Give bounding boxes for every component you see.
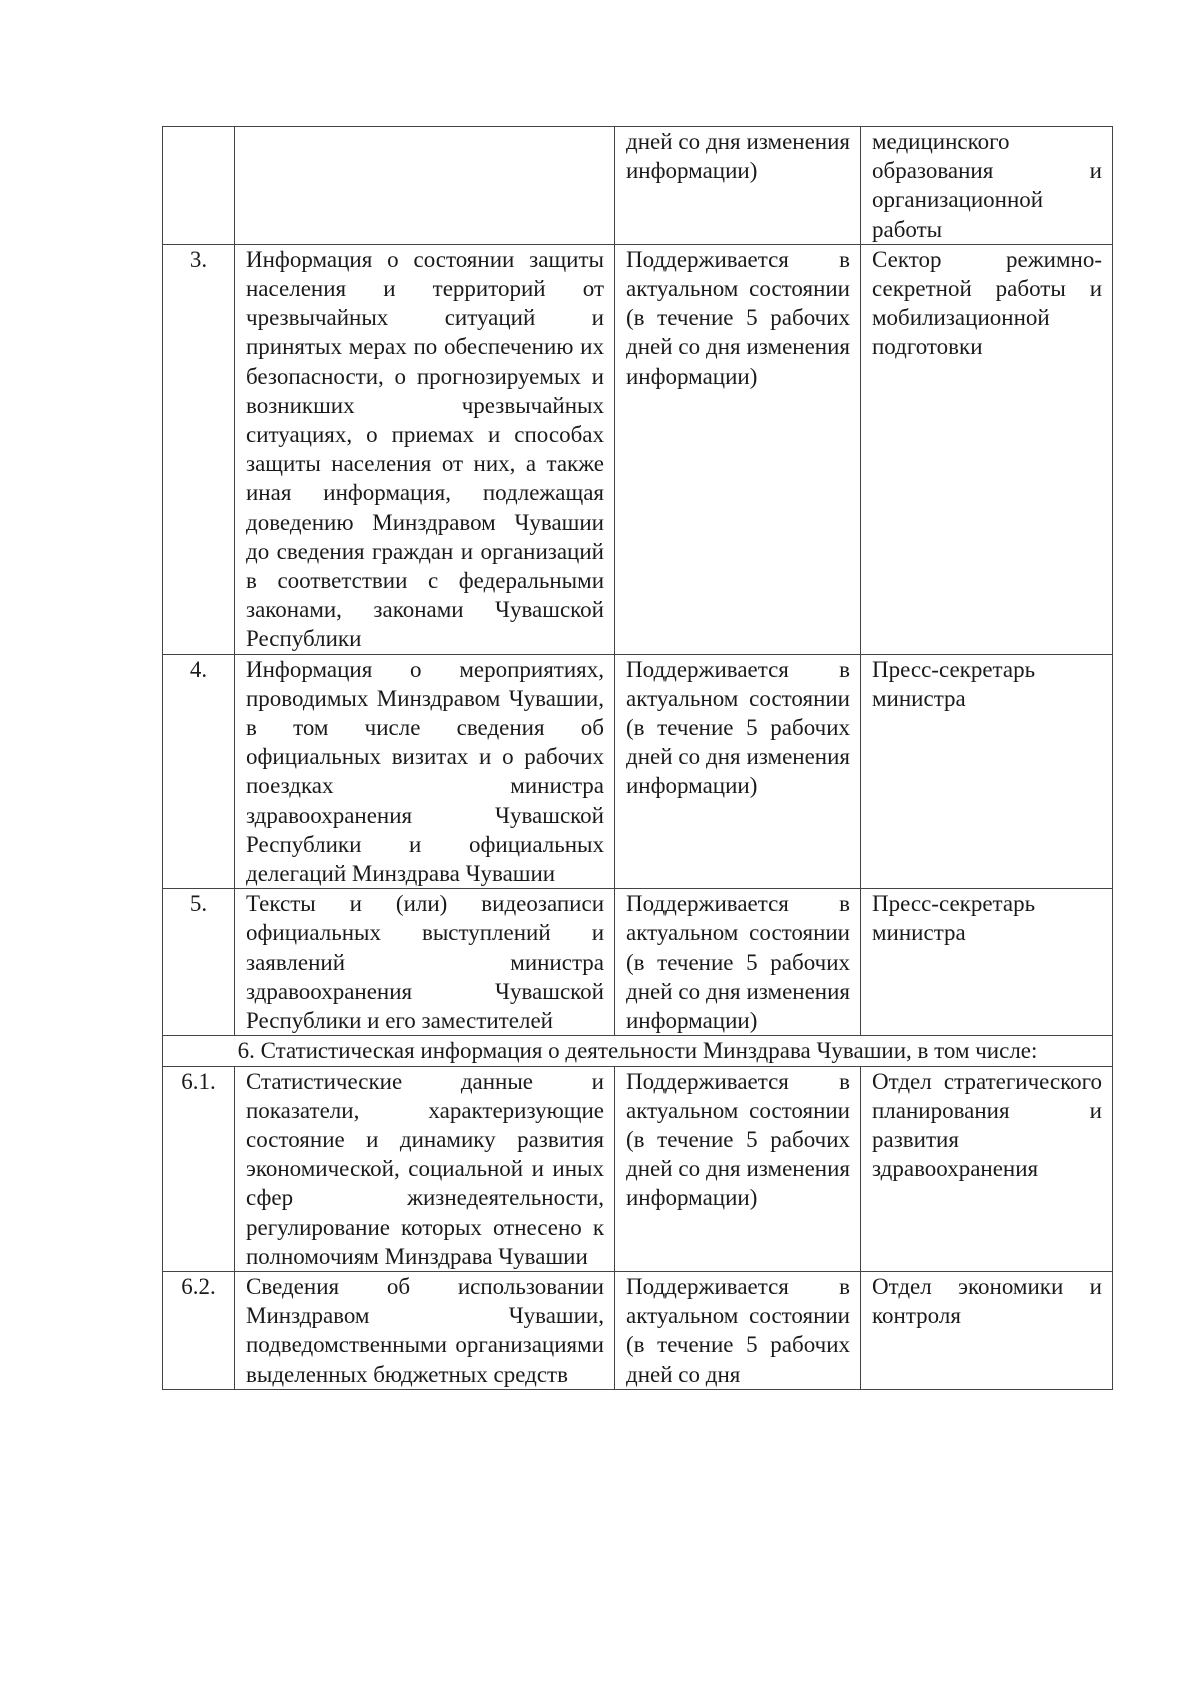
row-responsible: Отдел стратегического планирования и развития здравоохранения [861, 1066, 1113, 1271]
row-description: Статистические данные и показатели, характеризующие состояние и динамику развития экономической, социальной и иных сфер жизнедеятельности, регулирование которых отнесено к полномочиям Минздрава Чувашии [235, 1066, 615, 1271]
information-table [162, 126, 1113, 1390]
row-responsible: Отдел экономики и контроля [861, 1271, 1113, 1389]
row-period: Поддерживается в актуальном состоянии (в течение 5 рабочих дней со дня изменения информации) [615, 1066, 861, 1271]
section-heading-row [163, 1036, 1113, 1066]
row-responsible: Сектор режимно-секретной работы и мобилизационной подготовки [861, 244, 1113, 654]
row-period: Поддерживается в актуальном состоянии (в течение 5 рабочих дней со дня изменения информации) [615, 244, 861, 654]
section-title: 6. Статистическая информация о деятельности Минздрава Чувашии, в том числе: [163, 1036, 1113, 1066]
row-description: Информация о состоянии защиты населения и территорий от чрезвычайных ситуаций и принятых мерах по обеспечению их безопасности, о прогнозируемых и возникших чрезвычайных ситуациях, о приемах и способах защиты населения от них, а также иная информация, подлежащая доведению Минздравом Чувашии до сведения граждан и организаций в соответствии с федеральными законами, законами Чувашской Республики [235, 244, 615, 654]
row-number: 5. [163, 889, 235, 1036]
table-row [163, 244, 1113, 654]
row-description: Сведения об использовании Минздравом Чувашии, подведомственными организациями выделенных бюджетных средств [235, 1271, 615, 1389]
table-row [163, 654, 1113, 889]
row-description: Тексты и (или) видеозаписи официальных выступлений и заявлений министра здравоохранения Чувашской Республики и его заместителей [235, 889, 615, 1036]
row-responsible: медицинского образования и организационной работы [861, 127, 1113, 245]
row-description: Информация о мероприятиях, проводимых Минздравом Чувашии, в том числе сведения об официальных визитах и о рабочих поездках министра здравоохранения Чувашской Республики и официальных делегаций Минздрава Чувашии [235, 654, 615, 889]
row-period: дней со дня изменения информации) [615, 127, 861, 245]
row-period: Поддерживается в актуальном состоянии (в течение 5 рабочих дней со дня изменения информации) [615, 889, 861, 1036]
row-number: 6.1. [163, 1066, 235, 1271]
table-row-continuation [163, 127, 1113, 245]
table-row [163, 1271, 1113, 1389]
table-row [163, 889, 1113, 1036]
row-number: 6.2. [163, 1271, 235, 1389]
table-row [163, 1066, 1113, 1271]
row-number: 4. [163, 654, 235, 889]
row-period: Поддерживается в актуальном состоянии (в течение 5 рабочих дней со дня [615, 1271, 861, 1389]
row-responsible: Пресс-секретарь министра [861, 889, 1113, 1036]
row-period: Поддерживается в актуальном состоянии (в течение 5 рабочих дней со дня изменения информации) [615, 654, 861, 889]
row-description [235, 127, 615, 245]
row-number: 3. [163, 244, 235, 654]
row-responsible: Пресс-секретарь министра [861, 654, 1113, 889]
row-number [163, 127, 235, 245]
